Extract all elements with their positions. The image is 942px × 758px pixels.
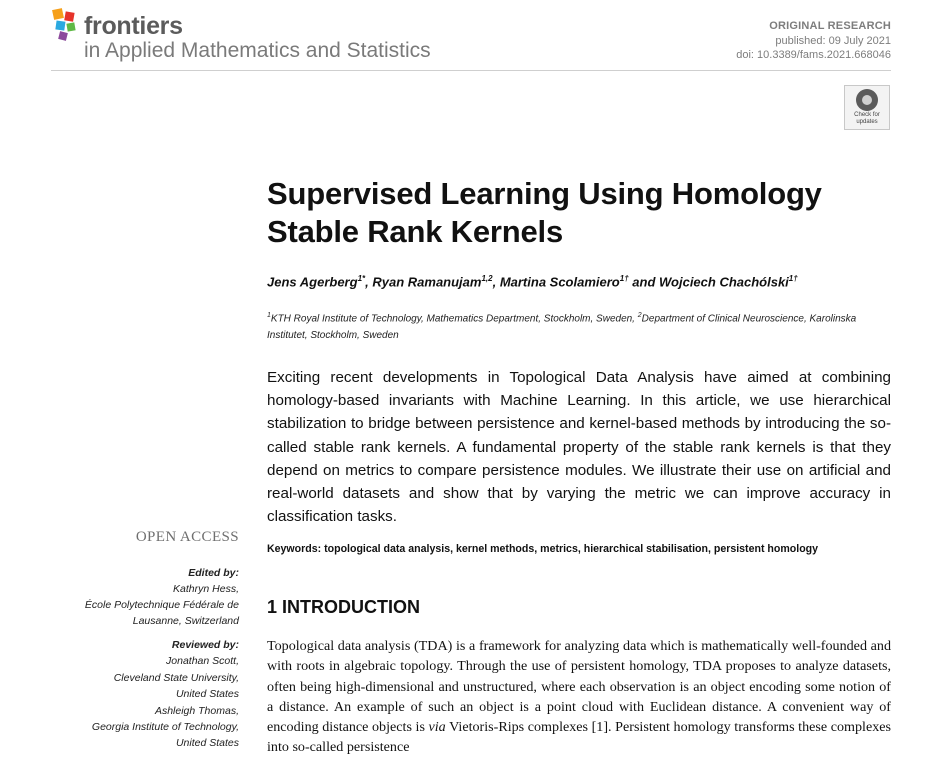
journal-brand: frontiers (84, 12, 183, 40)
author-name[interactable]: Ryan Ramanujam (372, 274, 482, 290)
published-date: published: 09 July 2021 (775, 35, 891, 47)
author-affiliation-mark: 1† (788, 274, 798, 283)
doi-link[interactable]: doi: 10.3389/fams.2021.668046 (736, 49, 891, 61)
article-type: ORIGINAL RESEARCH (769, 20, 891, 32)
author-name[interactable]: Wojciech Chachólski (659, 274, 789, 290)
author-affiliation-mark: 1† (619, 274, 629, 283)
author-separator: , (365, 274, 373, 290)
affiliation-mark: 1 (267, 312, 271, 319)
reviewer-line: Jonathan Scott, (166, 655, 239, 667)
check-for-updates-button[interactable] (844, 85, 890, 130)
check-updates-label-2: updates (856, 119, 878, 125)
header-divider (51, 70, 891, 71)
frontiers-logo-icon (51, 6, 81, 42)
author-affiliation-mark: 1,2 (481, 274, 493, 283)
intro-emphasis: via (428, 719, 446, 736)
reviewer-line: Georgia Institute of Technology, (91, 721, 239, 733)
author-list (267, 274, 907, 289)
reviewed-by-heading: Reviewed by: (171, 639, 239, 651)
check-updates-icon (856, 89, 878, 111)
author-affiliation-mark: 1* (357, 274, 366, 283)
editor-line: Kathryn Hess, (173, 583, 239, 595)
editor-line: Lausanne, Switzerland (132, 615, 239, 627)
section-heading: 1 INTRODUCTION (267, 597, 420, 617)
check-updates-label-1: Check for (854, 112, 880, 118)
reviewer-line: United States (175, 737, 239, 749)
author-separator: and (628, 274, 659, 290)
affiliation-mark: 2 (637, 312, 642, 319)
edited-by-heading: Edited by: (188, 567, 239, 579)
article-title: Supervised Learning Using Homology Stable Rank Kernels (267, 176, 822, 249)
affiliation-1: KTH Royal Institute of Technology, Mathematics Department, Stockholm, Sweden, (270, 313, 638, 325)
abstract: Exciting recent developments in Topological Data Analysis have aimed at combining homology-based invariants with Machine Learning. In this article, we use hierarchical stabilization to bridge between persistence and kernel-based methods by introducing the so-called stable rank kernels. A fundamental property of the stable rank kernels is that they depend on metrics to compare persistence modules. We illustrate their use on artificial and real-world datasets and show that by varying the metric we can improve accuracy in classification tasks. (267, 369, 891, 526)
reviewer-line: Ashleigh Thomas, (154, 705, 239, 717)
introduction-paragraph (267, 636, 891, 758)
intro-text-end: Vietoris-Rips complexes [1]. Persistent homology transforms these complexes into so-called persistence (267, 719, 891, 756)
journal-name: in Applied Mathematics and Statistics (84, 39, 431, 62)
editor-line: École Polytechnique Fédérale de (84, 599, 239, 611)
affiliations (267, 307, 887, 344)
reviewer-line: United States (175, 688, 239, 700)
intro-text: Topological data analysis (TDA) is a framework for analyzing data which is mathematically well-founded and with roots in algebraic topology. Through the use of persistent homology, TDA proposes to analyze datasets, often being high-dimensional and unstructured, where each observation is an object encoding some notion of a distance. An example of such an object is a point cloud with Euclidean distance. A convenient way of encoding distance objects is (267, 638, 891, 736)
affiliation-2: Department of Clinical Neuroscience, Karolinska Institutet, Stockholm, Sweden (267, 313, 857, 342)
author-name[interactable]: Jens Agerberg (267, 274, 358, 290)
author-separator: , (492, 274, 500, 290)
keywords: Keywords: topological data analysis, kernel methods, metrics, hierarchical stabilisation, persistent homology (267, 543, 819, 555)
open-access-label: OPEN ACCESS (135, 529, 239, 545)
reviewer-line: Cleveland State University, (113, 672, 239, 684)
author-name[interactable]: Martina Scolamiero (499, 274, 620, 290)
